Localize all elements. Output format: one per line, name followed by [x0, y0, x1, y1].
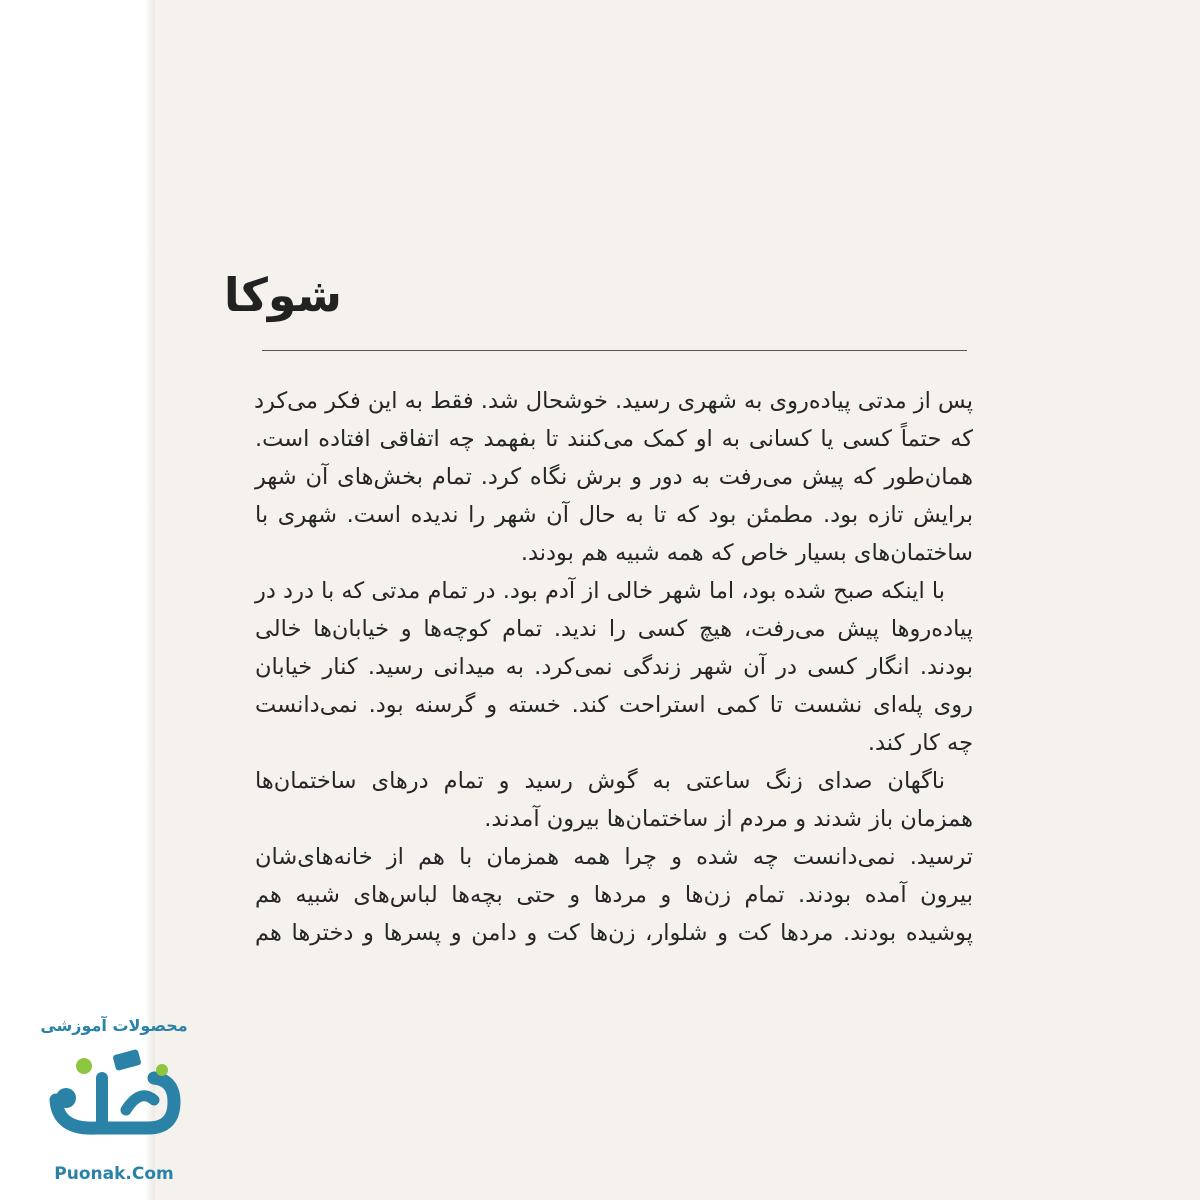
puonak-watermark-logo — [24, 1016, 204, 1196]
text-line: پس از مدتی پیاده‌روی به شهری رسید. خوشحال شد. فقط به این فکر می‌کرد — [254, 388, 973, 414]
puonak-logo-icon — [44, 1048, 184, 1138]
text-line: چه کار کند. — [867, 730, 973, 756]
text-line: ناگهان صدای زنگ ساعتی به گوش رسید و تمام درهای ساختمان‌ها — [255, 768, 945, 794]
paragraph-3 — [255, 762, 973, 838]
text-line: بیرون آمده بودند. تمام زن‌ها و مردها و حتی بچه‌ها لباس‌های شبیه هم — [255, 882, 973, 908]
text-line: ترسید. نمی‌دانست چه شده و چرا همه همزمان با هم از خانه‌های‌شان — [255, 844, 973, 870]
paragraph-1 — [255, 382, 973, 572]
watermark-url: Puonak.Com — [54, 1164, 174, 1184]
text-line: بودند. انگار کسی در آن شهر زندگی نمی‌کرد. به میدانی رسید. کنار خیابان — [255, 654, 973, 680]
paragraph-4 — [255, 838, 973, 952]
body-text — [255, 382, 973, 952]
text-line: ساختمان‌های بسیار خاص که همه شبیه هم بودند. — [520, 540, 973, 566]
chapter-title: شوکا — [223, 268, 342, 322]
text-line: پوشیده بودند. مردها کت و شلوار، زن‌ها کت و دامن و پسرها و دخترها هم — [255, 920, 973, 946]
text-line: برایش تازه بود. مطمئن بود که تا به حال آن شهر را ندیده است. شهری با — [255, 502, 973, 528]
title-divider — [262, 350, 967, 351]
text-line: پیاده‌روها پیش می‌رفت، هیچ کسی را ندید. تمام کوچه‌ها و خیابان‌ها خالی — [255, 616, 973, 642]
watermark-tagline: محصولات آموزشی — [40, 1016, 188, 1035]
text-line: همان‌طور که پیش می‌رفت به دور و برش نگاه کرد. تمام بخش‌های آن شهر — [255, 464, 973, 490]
text-line: روی پله‌ای نشست تا کمی استراحت کند. خسته و گرسنه بود. نمی‌دانست — [255, 692, 973, 718]
paragraph-2 — [255, 572, 973, 762]
text-line: با اینکه صبح شده بود، اما شهر خالی از آدم بود. در تمام مدتی که با درد در — [255, 578, 945, 604]
text-line: که حتماً کسی یا کسانی به او کمک می‌کنند تا بفهمد چه اتفاقی افتاده است. — [255, 426, 973, 452]
text-line: همزمان باز شدند و مردم از ساختمان‌ها بیرون آمدند. — [484, 806, 973, 832]
